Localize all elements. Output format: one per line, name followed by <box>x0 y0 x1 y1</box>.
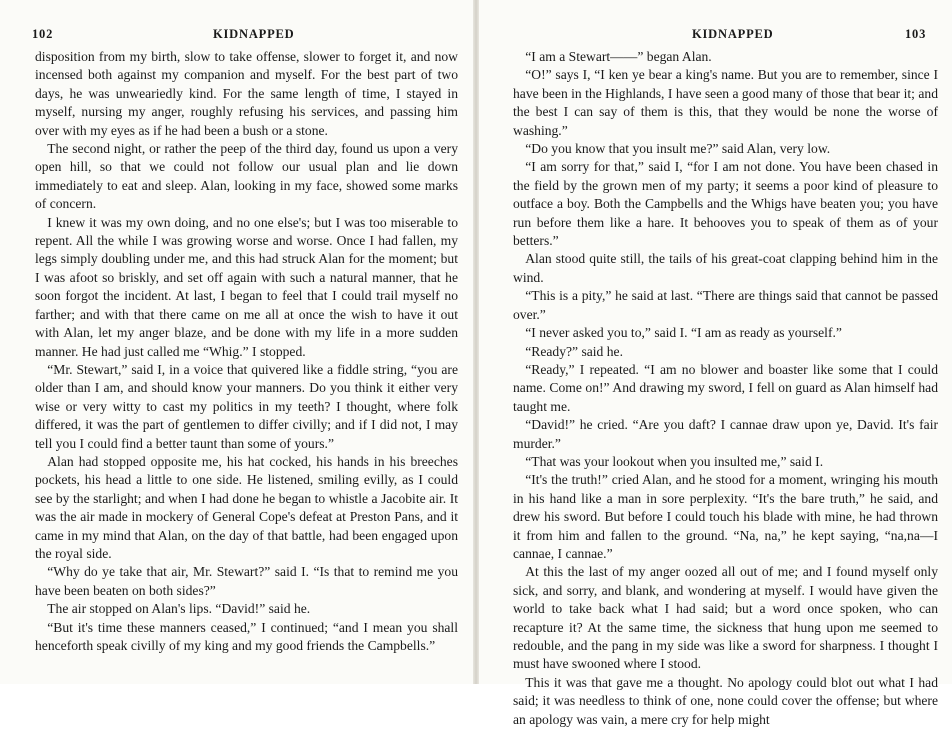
left-page <box>0 0 472 684</box>
paragraph: “Why do ye take that air, Mr. Stewart?” said I. “Is that to remind me you have been beaten on both sides?” <box>35 564 458 598</box>
paragraph: “Ready,” I repeated. “I am no blower and boaster like some that I could name. Come on!” And drawing my sword, I fell on guard as Alan himself had taught me. <box>513 361 938 414</box>
left-page-body <box>35 48 458 655</box>
right-page <box>480 0 952 727</box>
paragraph: “Do you know that you insult me?” said Alan, very low. <box>525 141 831 157</box>
book-gutter <box>473 0 479 684</box>
paragraph: “Ready?” said he. <box>525 343 623 359</box>
paragraph: “I never asked you to,” said I. “I am as ready as yourself.” <box>525 325 842 341</box>
paragraph: “But it's time these manners ceased,” I continued; “and I mean you shall henceforth speak civilly of my king and my good friends the Campbells.” <box>35 619 458 653</box>
paragraph: “This is a pity,” he said at last. “There are things said that cannot be passed over.” <box>513 288 938 322</box>
paragraph: “O!” says I, “I ken ye bear a king's name. But you are to remember, since I have been in the Highlands, I have seen a good many of those that bear it; and the best I can say of them is this, that they would be none the worse of washing.” <box>513 67 938 138</box>
paragraph: “David!” he cried. “Are you daft? I cannae draw upon ye, David. It's fair murder.” <box>513 417 938 451</box>
paragraph: “That was your lookout when you insulted me,” said I. <box>525 453 824 469</box>
right-page-body <box>513 48 938 729</box>
paragraph: The air stopped on Alan's lips. “David!” said he. <box>47 601 311 617</box>
paragraph: This it was that gave me a thought. No apology could blot out what I had said; it was needless to think of one, none could cover the offense; but where an apology was vain, a mere cry for help might <box>513 674 938 727</box>
running-title-right: KIDNAPPED <box>692 27 774 41</box>
paragraph: “Mr. Stewart,” said I, in a voice that quivered like a fiddle string, “you are older than I am, and should know your manners. Do you think it either very wise or very witty to cast my politics in my teeth? I thought, where folk differed, it was the part of gentlemen to differ civilly; and if I did not, I may tell you I could find a better taunt than some of yours.” <box>35 361 458 451</box>
page-number-right: 103 <box>905 27 927 41</box>
paragraph: At this the last of my anger oozed all out of me; and I found myself only sick, and sorry, and blank, and wondering at myself. I would have given the world to take back what I had said; but a word once spoken, who can recapture it? At the same time, the sickness that hung upon me seemed to redouble, and the pang in my side was like a sword for sharpness. I thought I must have swooned where I stood. <box>513 564 938 672</box>
paragraph: I knew it was my own doing, and no one else's; but I was too miserable to repent. All the while I was growing worse and worse. Once I had fallen, my legs simply doubling under me, and this had struck Alan for the moment; but I was afoot so briskly, and set off again with such a natural manner, that he soon forgot the incident. At last, I began to feel that I could trail myself no farther; and with that there came on me all at once the wish to have it out with Alan, let my anger blaze, and be done with my life in a more sudden manner. He had just called me “Whig.” I stopped. <box>35 214 458 359</box>
page-number-left: 102 <box>32 27 54 41</box>
paragraph: “I am sorry for that,” said I, “for I am not done. You have been chased in the field by the grown men of my party; it seems a poor kind of pleasure to outface a boy. Both the Campbells and the Whigs have beaten you; you have run before them like a hare. It behooves you to speak of them as of your betters.” <box>513 159 938 249</box>
paragraph: Alan had stopped opposite me, his hat cocked, his hands in his breeches pockets, his head a little to one side. He listened, smiling evilly, as I could see by the starlight; and when I had done he began to whistle a Jacobite air. It was the air made in mockery of General Cope's defeat at Preston Pans, and it came in my mind that Alan, on the day of that battle, had been engaged upon the royal side. <box>35 453 458 561</box>
paragraph: “It's the truth!” cried Alan, and he stood for a moment, wringing his mouth in his hand like a man in sore perplexity. “It's the bare truth,” he said, and drew his sword. But before I could touch his blade with mine, he had thrown it from him and fallen to the ground. “Na, na,” he kept saying, “na,na—I cannae, I cannae.” <box>513 472 938 561</box>
paragraph: disposition from my birth, slow to take offense, slower to forget it, and now incensed both against my companion and myself. For the best part of two days, he was unweariedly kind. For the same length of time, I stayed in myself, nursing my anger, roughly refusing his services, and passing him over with my eyes as if he had been a bush or a stone. <box>35 49 458 138</box>
paragraph: “I am a Stewart——” began Alan. <box>525 49 712 64</box>
paragraph: Alan stood quite still, the tails of his great-coat clapping behind him in the wind. <box>513 251 938 285</box>
paragraph: The second night, or rather the peep of the third day, found us upon a very open hill, so that we could not follow our usual plan and lie down immediately to eat and sleep. Alan, looking in my face, showed some marks of concern. <box>35 141 458 212</box>
running-title-left: KIDNAPPED <box>213 27 295 41</box>
